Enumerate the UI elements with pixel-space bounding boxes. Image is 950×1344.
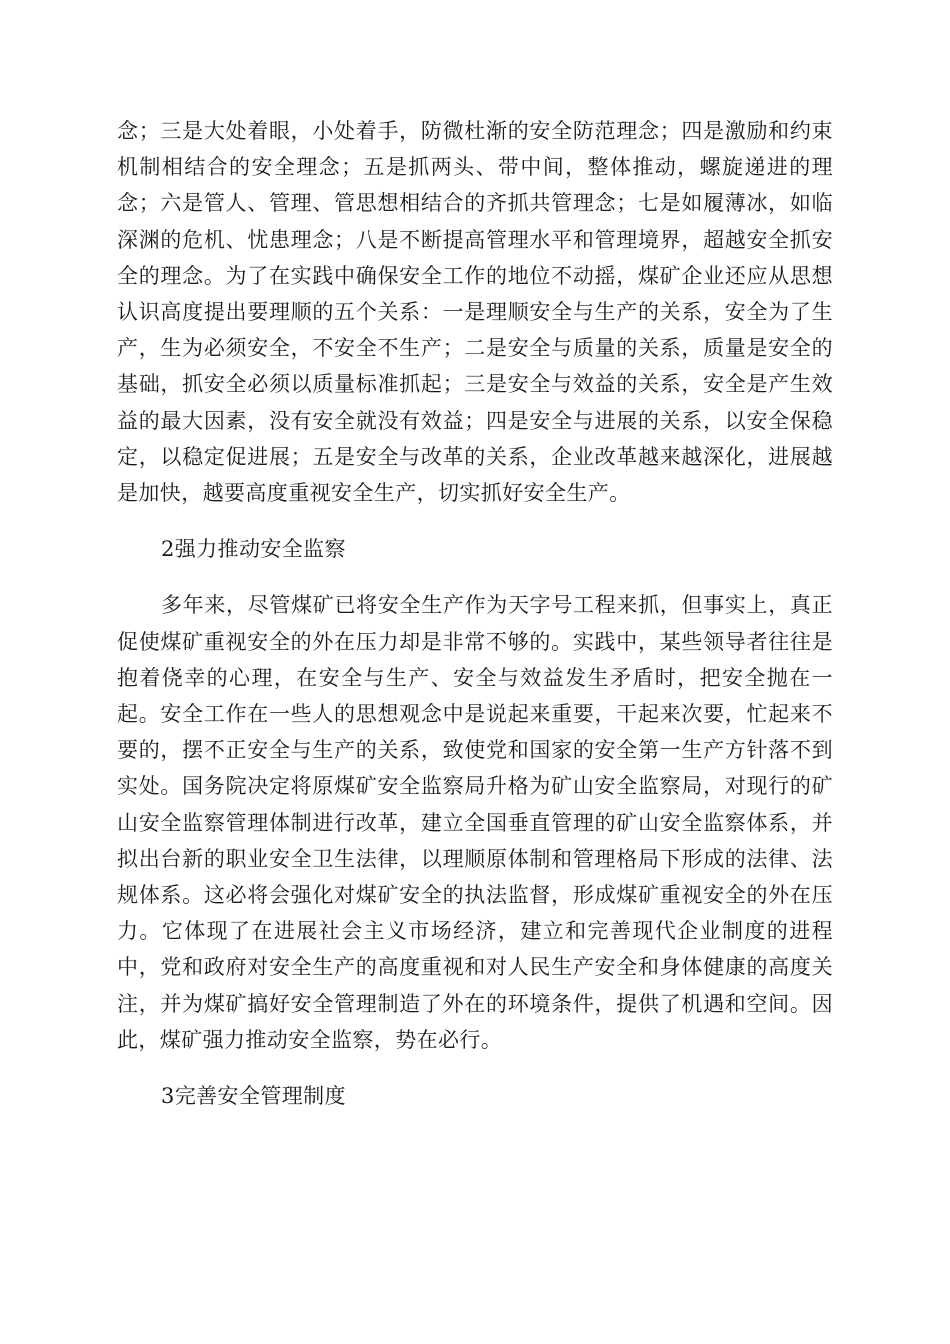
document-body: [117, 113, 833, 1114]
paragraph-spacer: [117, 567, 833, 587]
paragraph-safety-supervision: 多年来，尽管煤矿已将安全生产作为天字号工程来抓，但事实上，真正促使煤矿重视安全的外在压力却是非常不够的。实践中，某些领导者往往是抱着侥幸的心理，在安全与生产、安全与效益发生矛盾时，把安全抛在一起。安全工作在一些人的思想观念中是说起来重要，干起来次要，忙起来不要的，摆不正安全与生产的关系，致使党和国家的安全第一生产方针落不到实处。国务院决定将原煤矿安全监察局升格为矿山安全监察局，对现行的矿山安全监察管理体制进行改革，建立全国垂直管理的矿山安全监察体系，并拟出台新的职业安全卫生法律，以理顺原体制和管理格局下形成的法律、法规体系。这必将会强化对煤矿安全的执法监督，形成煤矿重视安全的外在压力。它体现了在进展社会主义市场经济，建立和完善现代企业制度的进程中，党和政府对安全生产的高度重视和对人民生产安全和身体健康的高度关注，并为煤矿搞好安全管理制造了外在的环境条件，提供了机遇和空间。因此，煤矿强力推动安全监察，势在必行。: [117, 593, 833, 1052]
paragraph-spacer: [117, 511, 833, 531]
section-heading-3: 3完善安全管理制度: [161, 1084, 346, 1109]
section-heading-2: 2强力推动安全监察: [161, 537, 346, 562]
paragraph-spacer: [117, 1058, 833, 1078]
paragraph-safety-concepts: 念；三是大处着眼，小处着手，防微杜渐的安全防范理念；四是激励和约束机制相结合的安全理念；五是抓两头、带中间，整体推动，螺旋递进的理念；六是管人、管理、管思想相结合的齐抓共管理念；七是如履薄冰，如临深渊的危机、忧患理念；八是不断提高管理水平和管理境界，超越安全抓安全的理念。为了在实践中确保安全工作的地位不动摇，煤矿企业还应从思想认识高度提出要理顺的五个关系：一是理顺安全与生产的关系，安全为了生产，生为必须安全，不安全不生产；二是安全与质量的关系，质量是安全的基础，抓安全必须以质量标准抓起；三是安全与效益的关系，安全是产生效益的最大因素，没有安全就没有效益；四是安全与进展的关系，以安全保稳定，以稳定促进展；五是安全与改革的关系，企业改革越来越深化，进展越是加快，越要高度重视安全生产，切实抓好安全生产。: [117, 119, 833, 506]
